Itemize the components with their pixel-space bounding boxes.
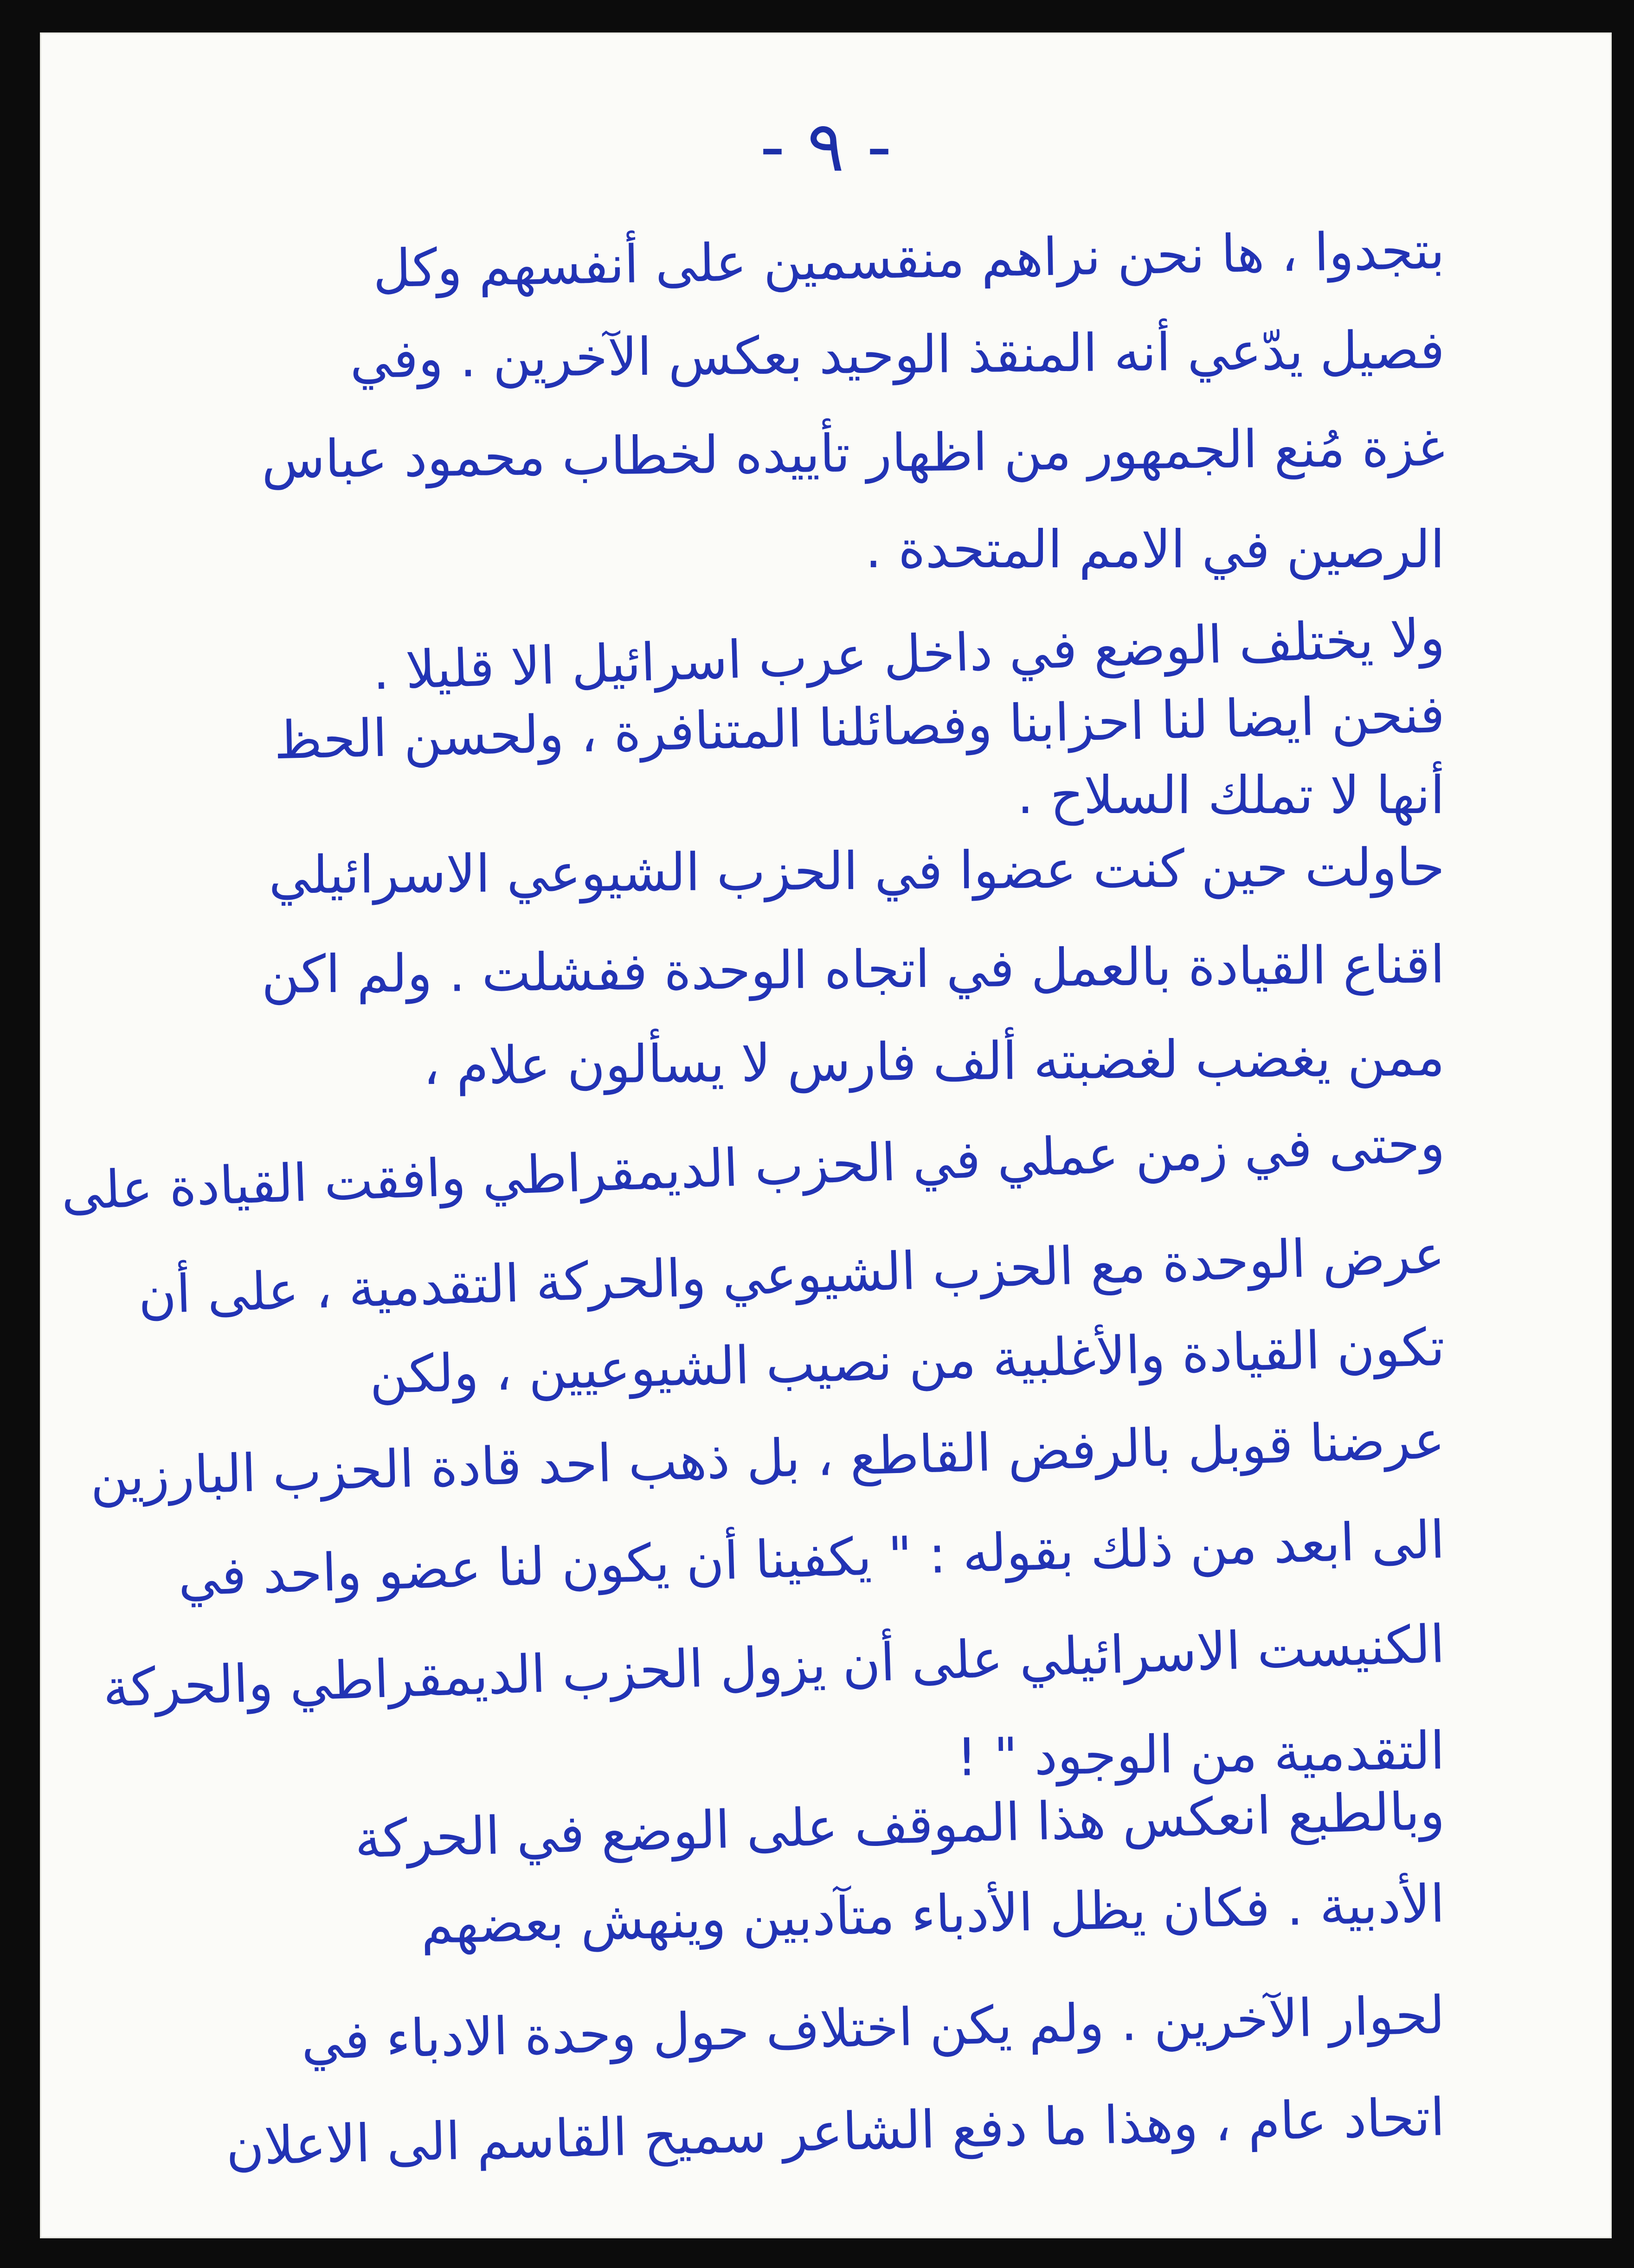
text-line: الرصين في الامم المتحدة .	[865, 519, 1445, 580]
text-line: عرض الوحدة مع الحزب الشيوعي والحركة التقدمية ، على أن	[137, 1224, 1446, 1326]
text-line: ممن يغضب لغضبته ألف فارس لا يسألون علام ،	[423, 1027, 1445, 1097]
text-line: وحتى في زمن عملي في الحزب الديمقراطي وافقت القيادة على	[60, 1113, 1446, 1222]
manuscript-page	[40, 32, 1612, 2238]
text-line: الكنيست الاسرائيلي على أن يزول الحزب الديمقراطي والحركة	[102, 1614, 1446, 1719]
text-line: حاولت حين كنت عضوا في الحزب الشيوعي الاسرائيلي	[268, 837, 1445, 906]
text-line: تكون القيادة والأغلبية من نصيب الشيوعيين ، ولكن	[368, 1317, 1446, 1406]
text-line: فنحن ايضا لنا احزابنا وفصائلنا المتنافرة ، ولحسن الحظ	[273, 684, 1446, 771]
text-line: أنها لا تملك السلاح .	[1017, 765, 1445, 826]
text-line: التقدمية من الوجود " !	[956, 1721, 1445, 1788]
text-line: ولا يختلف الوضع في داخل عرب اسرائيل الا قليلا .	[372, 608, 1446, 702]
text-line: اقناع القيادة بالعمل في اتجاه الوحدة ففشلت . ولم اكن	[261, 935, 1445, 1006]
text-line: الى ابعد من ذلك بقوله : " يكفينا أن يكون لنا عضو واحد في	[177, 1510, 1446, 1608]
page-number: - ٩ -	[759, 107, 892, 187]
text-line: اتحاد عام ، وهذا ما دفع الشاعر سميح القاسم الى الاعلان	[225, 2087, 1446, 2178]
text-line: الأدبية . فكان يظل الأدباء متآدبين وينهش بعضهم	[420, 1874, 1446, 1956]
text-line: لحوار الآخرين . ولم يكن اختلاف حول وحدة الادباء في	[301, 1985, 1446, 2071]
text-line: وبالطبع انعكس هذا الموقف على الوضع في الحركة	[354, 1781, 1446, 1870]
text-line: غزة مُنع الجمهور من اظهار تأييده لخطاب محمود عباس	[261, 417, 1445, 490]
text-line: بتجدوا ، ها نحن نراهم منقسمين على أنفسهم وكل	[372, 220, 1446, 300]
text-line: عرضنا قوبل بالرفض القاطع ، بل ذهب احد قادة الحزب البارزين	[89, 1410, 1446, 1508]
text-line: فصيل يدّعي أنه المنقذ الوحيد بعكس الآخرين . وفي	[349, 320, 1445, 390]
